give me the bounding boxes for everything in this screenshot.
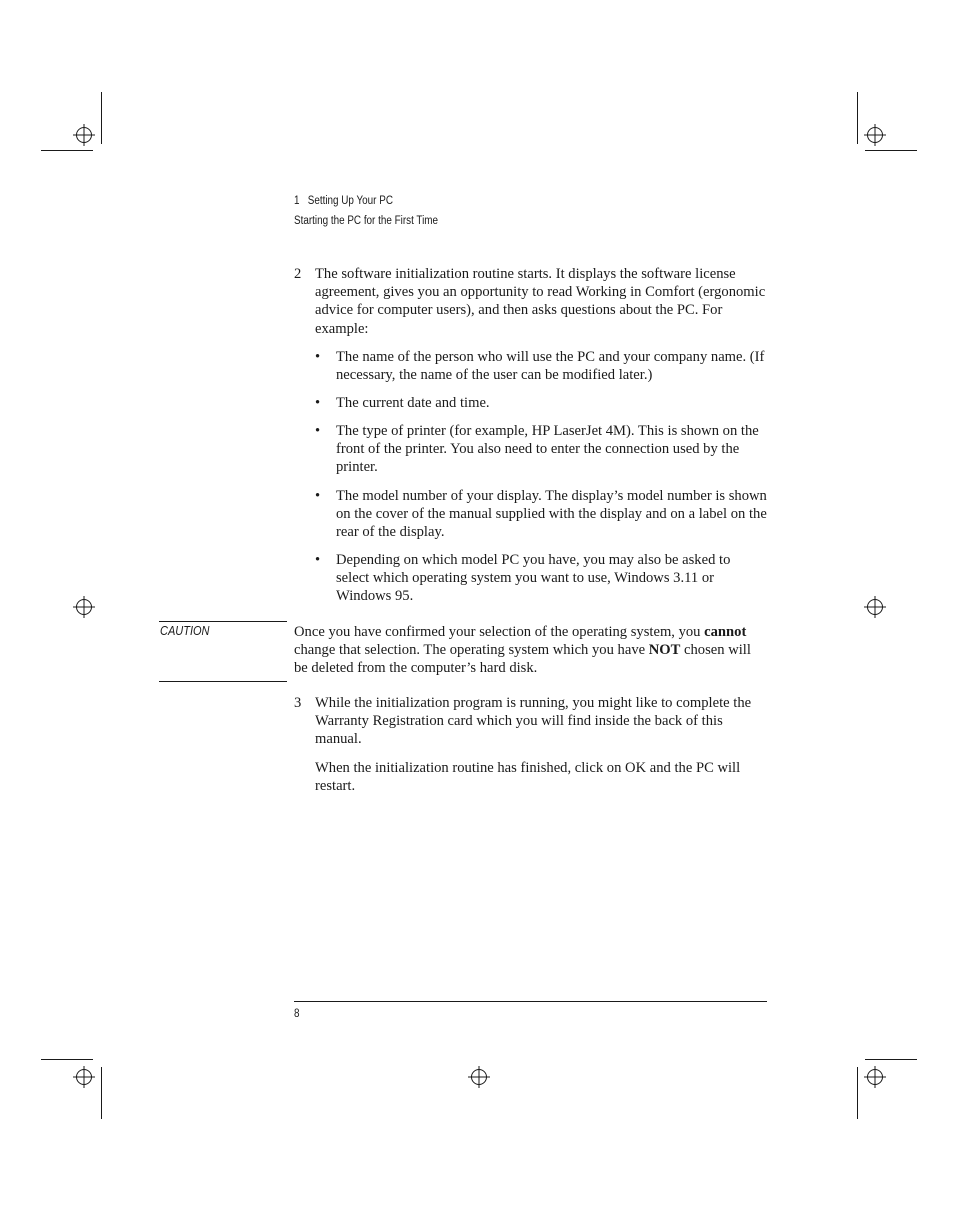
- page-number: 8: [294, 1008, 300, 1020]
- crop-mark: [101, 92, 102, 144]
- list-item: [315, 487, 767, 542]
- step-2: [294, 265, 769, 338]
- caution-text-part: chosen will be deleted from the computer’s hard disk.: [294, 642, 751, 677]
- step-text: The software initialization routine starts. It displays the software license agreement, gives you an opportunity to read Working in Comfort (ergonomic advice for computer users), and then asks questions about the PC. For example:: [315, 266, 766, 337]
- running-header-section: Starting the PC for the First Time: [294, 215, 439, 227]
- list-item-text: The type of printer (for example, HP LaserJet 4M). This is shown on the front of the printer. You also need to enter the connection used by the printer.: [336, 423, 759, 476]
- step-text: While the initialization program is running, you might like to complete the Warranty Registration card which you will find inside the back of this manual.: [315, 695, 752, 748]
- running-header-chapter: 1 Setting Up Your PC: [294, 195, 393, 207]
- list-item-text: Depending on which model PC you have, you may also be asked to select which operating system you want to use, Windows 3.11 or Windows 95.: [336, 552, 731, 605]
- step-number: 3: [294, 695, 302, 711]
- bullet-icon: •: [315, 488, 321, 504]
- list-item: [315, 348, 767, 384]
- registration-mark-icon: [73, 596, 95, 618]
- caution-text-part: Once you have confirmed your selection of the operating system, you: [294, 624, 705, 640]
- caution-emphasis: NOT: [648, 642, 681, 659]
- list-item: [315, 422, 767, 477]
- registration-mark-icon: [864, 124, 886, 146]
- bullet-icon: •: [315, 349, 321, 365]
- list-item: [315, 394, 767, 412]
- crop-mark: [101, 1067, 102, 1119]
- crop-mark: [857, 1067, 858, 1119]
- bullet-icon: •: [315, 552, 321, 568]
- closing-paragraph: When the initialization routine has finished, click on OK and the PC will restart.: [315, 760, 741, 795]
- crop-mark: [41, 150, 93, 151]
- list-item: [315, 551, 767, 606]
- caution-rule: [159, 681, 287, 682]
- crop-mark: [865, 1059, 917, 1060]
- crop-mark: [857, 92, 858, 144]
- step-3: [294, 694, 769, 749]
- caution-rule: [159, 621, 287, 622]
- crop-mark: [865, 150, 917, 151]
- registration-mark-icon: [864, 1066, 886, 1088]
- bullet-icon: •: [315, 423, 321, 439]
- registration-mark-icon: [468, 1066, 490, 1088]
- registration-mark-icon: [73, 124, 95, 146]
- caution-label: CAUTION: [160, 624, 210, 638]
- bullet-icon: •: [315, 395, 321, 411]
- list-item-text: The name of the person who will use the PC and your company name. (If necessary, the name of the user can be modified later.): [336, 349, 765, 384]
- caution-emphasis: cannot: [704, 624, 747, 640]
- crop-mark: [41, 1059, 93, 1060]
- registration-mark-icon: [73, 1066, 95, 1088]
- footer-rule: [294, 1001, 767, 1002]
- step-number: 2: [294, 266, 302, 282]
- registration-mark-icon: [864, 596, 886, 618]
- caution-text-part: change that selection. The operating system which you have: [294, 642, 649, 659]
- caution-text: [294, 623, 764, 678]
- list-item-text: The current date and time.: [336, 395, 490, 411]
- list-item-text: The model number of your display. The display’s model number is shown on the cover of the manual supplied with the display and on a label on the rear of the display.: [336, 488, 767, 541]
